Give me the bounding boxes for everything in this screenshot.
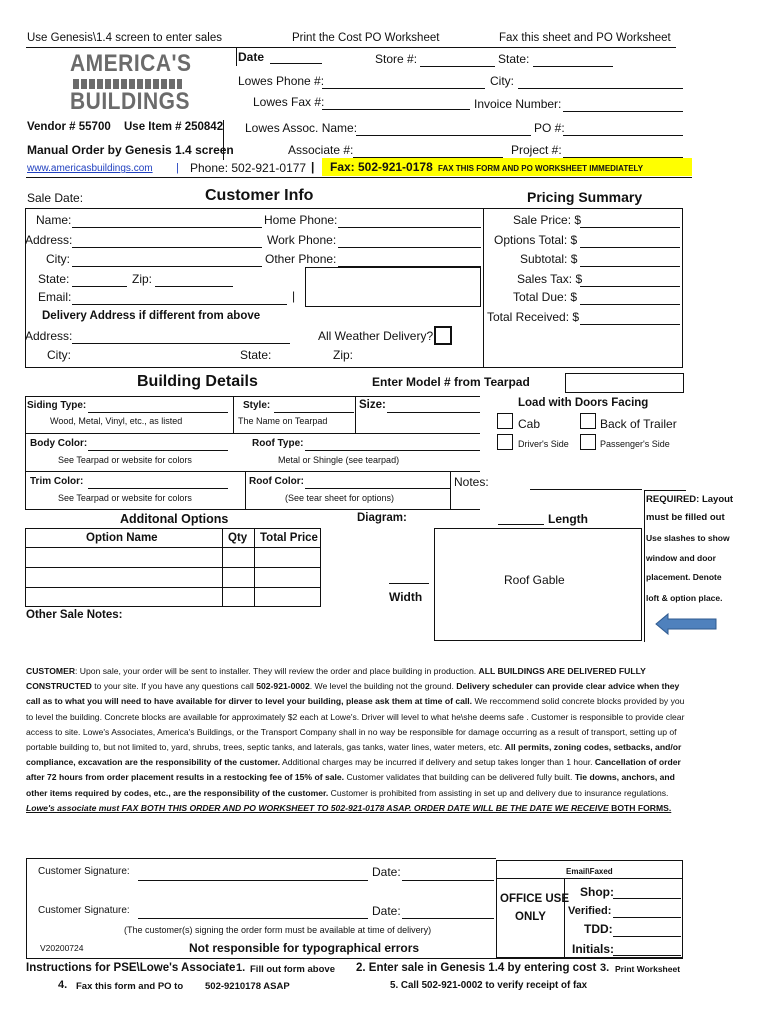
- office-use-header-rule: [496, 878, 683, 879]
- note-box[interactable]: [305, 267, 481, 307]
- length-field[interactable]: [498, 524, 544, 525]
- delivery-address-field[interactable]: [72, 343, 290, 344]
- terms-m: Customer is prohibited from assisting in set up and delivery due to insurance regulations.: [328, 787, 669, 798]
- address-label: Address:: [25, 233, 73, 247]
- delivery-address-label: Address:: [25, 329, 73, 343]
- customer-signature-field-1[interactable]: [138, 880, 368, 881]
- terms-tiedowns: Tie downs, anchors, and other items required by codes, etc., are the responsibility of the customer.: [26, 772, 675, 798]
- date-divider: [236, 48, 237, 66]
- signature-date-field-1[interactable]: [402, 880, 494, 881]
- step4-number: 4.: [58, 979, 68, 991]
- lowes-fax-field[interactable]: [322, 109, 470, 110]
- signature-top-rule: [26, 858, 496, 859]
- building-top-rule: [25, 396, 480, 397]
- terms-e: . We level the building not the ground.: [309, 681, 457, 692]
- trim-color-hint: See Tearpad or website for colors: [58, 493, 192, 503]
- manual-order-text: Manual Order by Genesis 1.4 screen: [27, 143, 234, 157]
- building-details-title: Building Details: [137, 373, 258, 390]
- office-use-label-2: ONLY: [515, 911, 546, 923]
- cab-checkbox[interactable]: [497, 413, 513, 429]
- roof-type-label: Roof Type:: [252, 438, 304, 449]
- signature-left-edge: [26, 858, 27, 958]
- lowes-fax-label: Lowes Fax #:: [253, 95, 325, 109]
- required-box-left: [644, 490, 645, 642]
- roof-color-hint: (See tear sheet for options): [285, 493, 395, 503]
- all-weather-checkbox[interactable]: [434, 326, 452, 345]
- other-sale-notes-label: Other Sale Notes:: [26, 609, 123, 621]
- initials-field[interactable]: [613, 955, 681, 956]
- terms-c: to your site. If you have any questions call: [91, 681, 257, 692]
- step5-text: 5. Call 502-921-0002 to verify receipt of fax: [390, 980, 588, 991]
- step1-number: 1.: [236, 962, 246, 974]
- logo-line2: BUILDINGS: [70, 88, 190, 115]
- terms-k: Customer validates that building can be delivered fully built.: [344, 772, 575, 783]
- required-box-top: [644, 490, 686, 491]
- pricing-divider: [483, 208, 484, 368]
- website-link[interactable]: www.americasbuildings.com: [27, 163, 153, 174]
- terms-permits: All permits, zoning codes, setbacks, and/or compliance, excavation are the responsibility of the customer.: [26, 742, 682, 768]
- body-color-label: Body Color:: [30, 438, 88, 449]
- all-weather-label: All Weather Delivery?: [318, 329, 434, 343]
- roof-gable-label: Roof Gable: [504, 573, 565, 587]
- terms-fax-notice: Lowe's associate must FAX BOTH THIS ORDER AND PO WORKSHEET TO 502-921-0178 ASAP. ORDER DATE WILL BE THE DATE WE RECEIVE: [26, 802, 609, 813]
- verified-label: Verified:: [568, 905, 612, 917]
- drivers-side-label: Driver's Side: [518, 439, 569, 449]
- total-price-header: Total Price: [260, 532, 318, 544]
- customer-signature-label-2: Customer Signature:: [38, 905, 130, 916]
- terms-g: We reccommend solid concrete blocks provided by you to level the building. Concrete blocks are available for approximately $2 each at Lowe's. Driver will level to what he\she deems safe . Customer is responsible to provide clear access to site. Lowe's Associates, America's Buildings, or the Transport Company shall in no way be responsible for damage occurring as a result of transport, setting up of portable building to, but not limited to, yard, shrubs, trees, septic tanks, and laterals, gas tanks, water lines, water meters, etc.: [26, 696, 685, 753]
- header-rule: [26, 47, 676, 48]
- version-code: V20200724: [40, 943, 84, 953]
- delivery-state-label: State:: [240, 348, 272, 362]
- options-total-field[interactable]: [580, 247, 680, 248]
- terms-customer: CUSTOMER: [26, 666, 76, 676]
- width-field[interactable]: [389, 583, 429, 584]
- left-arrow-icon: [654, 612, 720, 636]
- zip-label-cust: Zip:: [132, 272, 153, 286]
- row3-rule: [25, 509, 480, 510]
- state-label: State:: [498, 52, 530, 66]
- delivery-zip-label: Zip:: [333, 348, 354, 362]
- instructions-rule: [26, 958, 683, 959]
- instructions-heading: Instructions for PSE\Lowe's Associate: [26, 962, 236, 974]
- diagram-label: Diagram:: [357, 512, 407, 524]
- options-row-rule1: [25, 547, 321, 548]
- top-left-instruction: Use Genesis\1.4 screen to enter sales: [27, 32, 222, 44]
- step3-text: Print Worksheet: [615, 964, 681, 974]
- sale-date-label: Sale Date:: [27, 191, 84, 205]
- contact-separator: |: [311, 160, 315, 174]
- shop-field[interactable]: [613, 898, 681, 899]
- city-field[interactable]: [518, 88, 683, 89]
- subtotal-label: Subtotal: $: [520, 252, 578, 266]
- style-field[interactable]: [274, 412, 354, 413]
- terms-paragraph: [26, 664, 686, 816]
- step4-fax-number: 502-9210178 ASAP: [205, 981, 290, 992]
- slashes-note-line1: Use slashes to show: [646, 533, 730, 543]
- state-field[interactable]: [533, 66, 613, 67]
- sales-tax-label: Sales Tax: $: [517, 272, 583, 286]
- body-color-hint: See Tearpad or website for colors: [58, 455, 192, 465]
- logo-line1: AMERICA'S: [70, 50, 192, 77]
- city-label-cust: City:: [46, 252, 70, 266]
- email-separator: |: [292, 289, 296, 303]
- project-label: Project #:: [511, 143, 562, 157]
- email-field[interactable]: [72, 304, 287, 305]
- style-label: Style:: [243, 400, 271, 411]
- row2-rule: [25, 471, 480, 472]
- verified-field[interactable]: [613, 917, 681, 918]
- fax-number: Fax: 502-921-0178: [330, 160, 433, 174]
- link-separator: |: [176, 162, 179, 174]
- assoc-name-field[interactable]: [356, 135, 531, 136]
- initials-label: Initials:: [572, 942, 615, 956]
- total-due-field[interactable]: [580, 304, 680, 305]
- terms-cancellation: Cancellation of order after 72 hours from order placement results in a restocking fee of 15% of sale.: [26, 757, 681, 783]
- notes-label: Notes:: [454, 475, 489, 489]
- store-field[interactable]: [420, 66, 495, 67]
- back-of-trailer-label: Back of Trailer: [600, 417, 677, 431]
- customer-info-title: Customer Info: [205, 187, 314, 204]
- work-phone-label: Work Phone:: [267, 233, 337, 247]
- invoice-label: Invoice Number:: [474, 97, 562, 111]
- work-phone-field[interactable]: [338, 247, 481, 248]
- city-field-cust[interactable]: [72, 266, 262, 267]
- lowes-phone-label: Lowes Phone #:: [238, 74, 325, 88]
- pricing-summary-title: Pricing Summary: [527, 189, 643, 205]
- delivery-city-label: City:: [47, 348, 71, 362]
- address-field[interactable]: [72, 247, 262, 248]
- signature-date-field-2[interactable]: [402, 918, 494, 919]
- tdd-label: TDD:: [584, 922, 613, 936]
- zip-field-cust[interactable]: [155, 286, 233, 287]
- associate-label: Associate #:: [288, 143, 354, 157]
- americas-buildings-logo: [70, 50, 192, 118]
- total-due-label: Total Due: $: [513, 290, 578, 304]
- building-left-edge: [25, 396, 26, 510]
- terms-both-forms: BOTH FORMS.: [608, 802, 672, 813]
- option-name-header: Option Name: [86, 532, 158, 544]
- notes-field[interactable]: [530, 489, 642, 490]
- siding-type-label: Siding Type:: [27, 400, 87, 411]
- delivery-heading: Delivery Address if different from above: [42, 310, 261, 322]
- fax-note: FAX THIS FORM AND PO WORKSHEET IMMEDIATELY: [438, 164, 644, 173]
- roof-color-field[interactable]: [305, 488, 450, 489]
- email-label: Email:: [38, 290, 72, 304]
- state-label-cust: State:: [38, 272, 70, 286]
- terms-phone: 502-921-0002: [256, 681, 310, 692]
- availability-note: (The customer(s) signing the order form must be available at time of delivery): [124, 925, 432, 935]
- drivers-side-checkbox[interactable]: [497, 434, 513, 450]
- po-label: PO #:: [534, 121, 565, 135]
- sale-price-field[interactable]: [580, 227, 680, 228]
- step3-number: 3.: [600, 962, 610, 974]
- shop-label: Shop:: [580, 885, 614, 899]
- required-layout-line1: REQUIRED: Layout: [646, 494, 734, 505]
- name-field[interactable]: [72, 227, 262, 228]
- slashes-note-line4: loft & option place.: [646, 593, 723, 603]
- terms-a: : Upon sale, your order will be sent to installer. They will review the order and place building in production.: [75, 666, 479, 676]
- top-mid-instruction: Print the Cost PO Worksheet: [292, 32, 440, 44]
- notes-divider: [450, 471, 451, 509]
- po-field[interactable]: [563, 135, 683, 136]
- tdd-field[interactable]: [613, 936, 681, 937]
- size-field[interactable]: [387, 412, 480, 413]
- trim-color-label: Trim Color:: [30, 476, 84, 487]
- store-label: Store #:: [375, 52, 418, 66]
- terms-i: Additional charges may be incurred if delivery and setup takes longer than 1 hour.: [280, 757, 595, 768]
- cab-label: Cab: [518, 417, 541, 431]
- city-label: City:: [490, 74, 514, 88]
- style-divider: [355, 396, 356, 434]
- options-row-rule2: [25, 567, 321, 568]
- customer-signature-label-1: Customer Signature:: [38, 866, 130, 877]
- sale-price-label: Sale Price: $: [513, 213, 582, 227]
- trim-color-field[interactable]: [88, 488, 228, 489]
- width-label: Width: [389, 590, 423, 604]
- siding-hint: Wood, Metal, Vinyl, etc., as listed: [50, 416, 183, 426]
- sales-tax-field[interactable]: [580, 286, 680, 287]
- subtotal-field[interactable]: [580, 266, 680, 267]
- home-phone-field[interactable]: [338, 227, 481, 228]
- required-layout-line2: must be filled out: [646, 512, 725, 523]
- terms-scheduler: Delivery scheduler can provide clear advice when they call as to what you will need to have available for dirver to level your building, please ask them at time of call.: [26, 681, 680, 707]
- slashes-note-line3: placement. Denote: [646, 572, 722, 582]
- siding-type-field[interactable]: [88, 412, 228, 413]
- total-received-field[interactable]: [580, 324, 680, 325]
- passengers-side-checkbox[interactable]: [580, 434, 596, 450]
- step2-text: 2. Enter sale in Genesis 1.4 by entering cost: [356, 962, 597, 974]
- other-phone-label: Other Phone:: [265, 252, 337, 266]
- state-field-cust[interactable]: [72, 286, 127, 287]
- model-label: Enter Model # from Tearpad: [372, 375, 530, 389]
- email-faxed-label: Email\Faxed: [566, 867, 613, 876]
- model-number-input[interactable]: [565, 373, 684, 393]
- date-field[interactable]: [270, 63, 322, 64]
- passengers-side-label: Passenger's Side: [600, 439, 670, 449]
- roof-color-label: Roof Color:: [249, 476, 304, 487]
- siding-divider: [233, 396, 234, 434]
- signature-date-label-1: Date:: [372, 865, 401, 879]
- signature-date-label-2: Date:: [372, 904, 401, 918]
- vendor-divider: [223, 120, 224, 160]
- top-right-instruction: Fax this sheet and PO Worksheet: [499, 32, 671, 44]
- size-label: Size:: [359, 399, 386, 411]
- slashes-note-line2: window and door: [646, 553, 716, 563]
- options-total-label: Options Total: $: [494, 233, 578, 247]
- contact-rule: [26, 177, 692, 178]
- additional-options-title: Additonal Options: [120, 512, 229, 526]
- trim-divider: [245, 471, 246, 509]
- phone-number: Phone: 502-921-0177: [190, 161, 307, 175]
- office-use-label-1: OFFICE USE: [500, 893, 570, 905]
- invoice-field[interactable]: [563, 111, 683, 112]
- load-doors-heading: Load with Doors Facing: [518, 397, 649, 409]
- office-use-divider: [564, 878, 565, 958]
- name-label: Name:: [36, 213, 72, 227]
- step4-text: Fax this form and PO to: [76, 981, 184, 992]
- lowes-phone-field[interactable]: [322, 88, 485, 89]
- assoc-name-label: Lowes Assoc. Name:: [245, 121, 358, 135]
- row1-rule: [25, 433, 480, 434]
- length-label: Length: [548, 512, 588, 526]
- total-received-label: Total Received: $: [487, 310, 580, 324]
- options-row-rule3: [25, 587, 321, 588]
- typographical-errors-note: Not responsible for typographical errors: [189, 941, 420, 955]
- date-label: Date: [238, 50, 265, 64]
- body-color-field[interactable]: [88, 450, 228, 451]
- terms-delivered: ALL BUILDINGS ARE DELIVERED FULLY CONSTRUCTED: [26, 666, 646, 692]
- style-hint: The Name on Tearpad: [238, 416, 328, 426]
- customer-signature-field-2[interactable]: [138, 918, 368, 919]
- step1-text: Fill out form above: [250, 964, 335, 975]
- roof-type-hint: Metal or Shingle (see tearpad): [278, 455, 400, 465]
- roof-type-field[interactable]: [305, 450, 480, 451]
- item-number: Use Item # 250842: [124, 121, 224, 133]
- qty-header: Qty: [228, 532, 248, 544]
- back-of-trailer-checkbox[interactable]: [580, 413, 596, 429]
- home-phone-label: Home Phone:: [264, 213, 338, 227]
- vendor-number: Vendor # 55700: [27, 121, 111, 133]
